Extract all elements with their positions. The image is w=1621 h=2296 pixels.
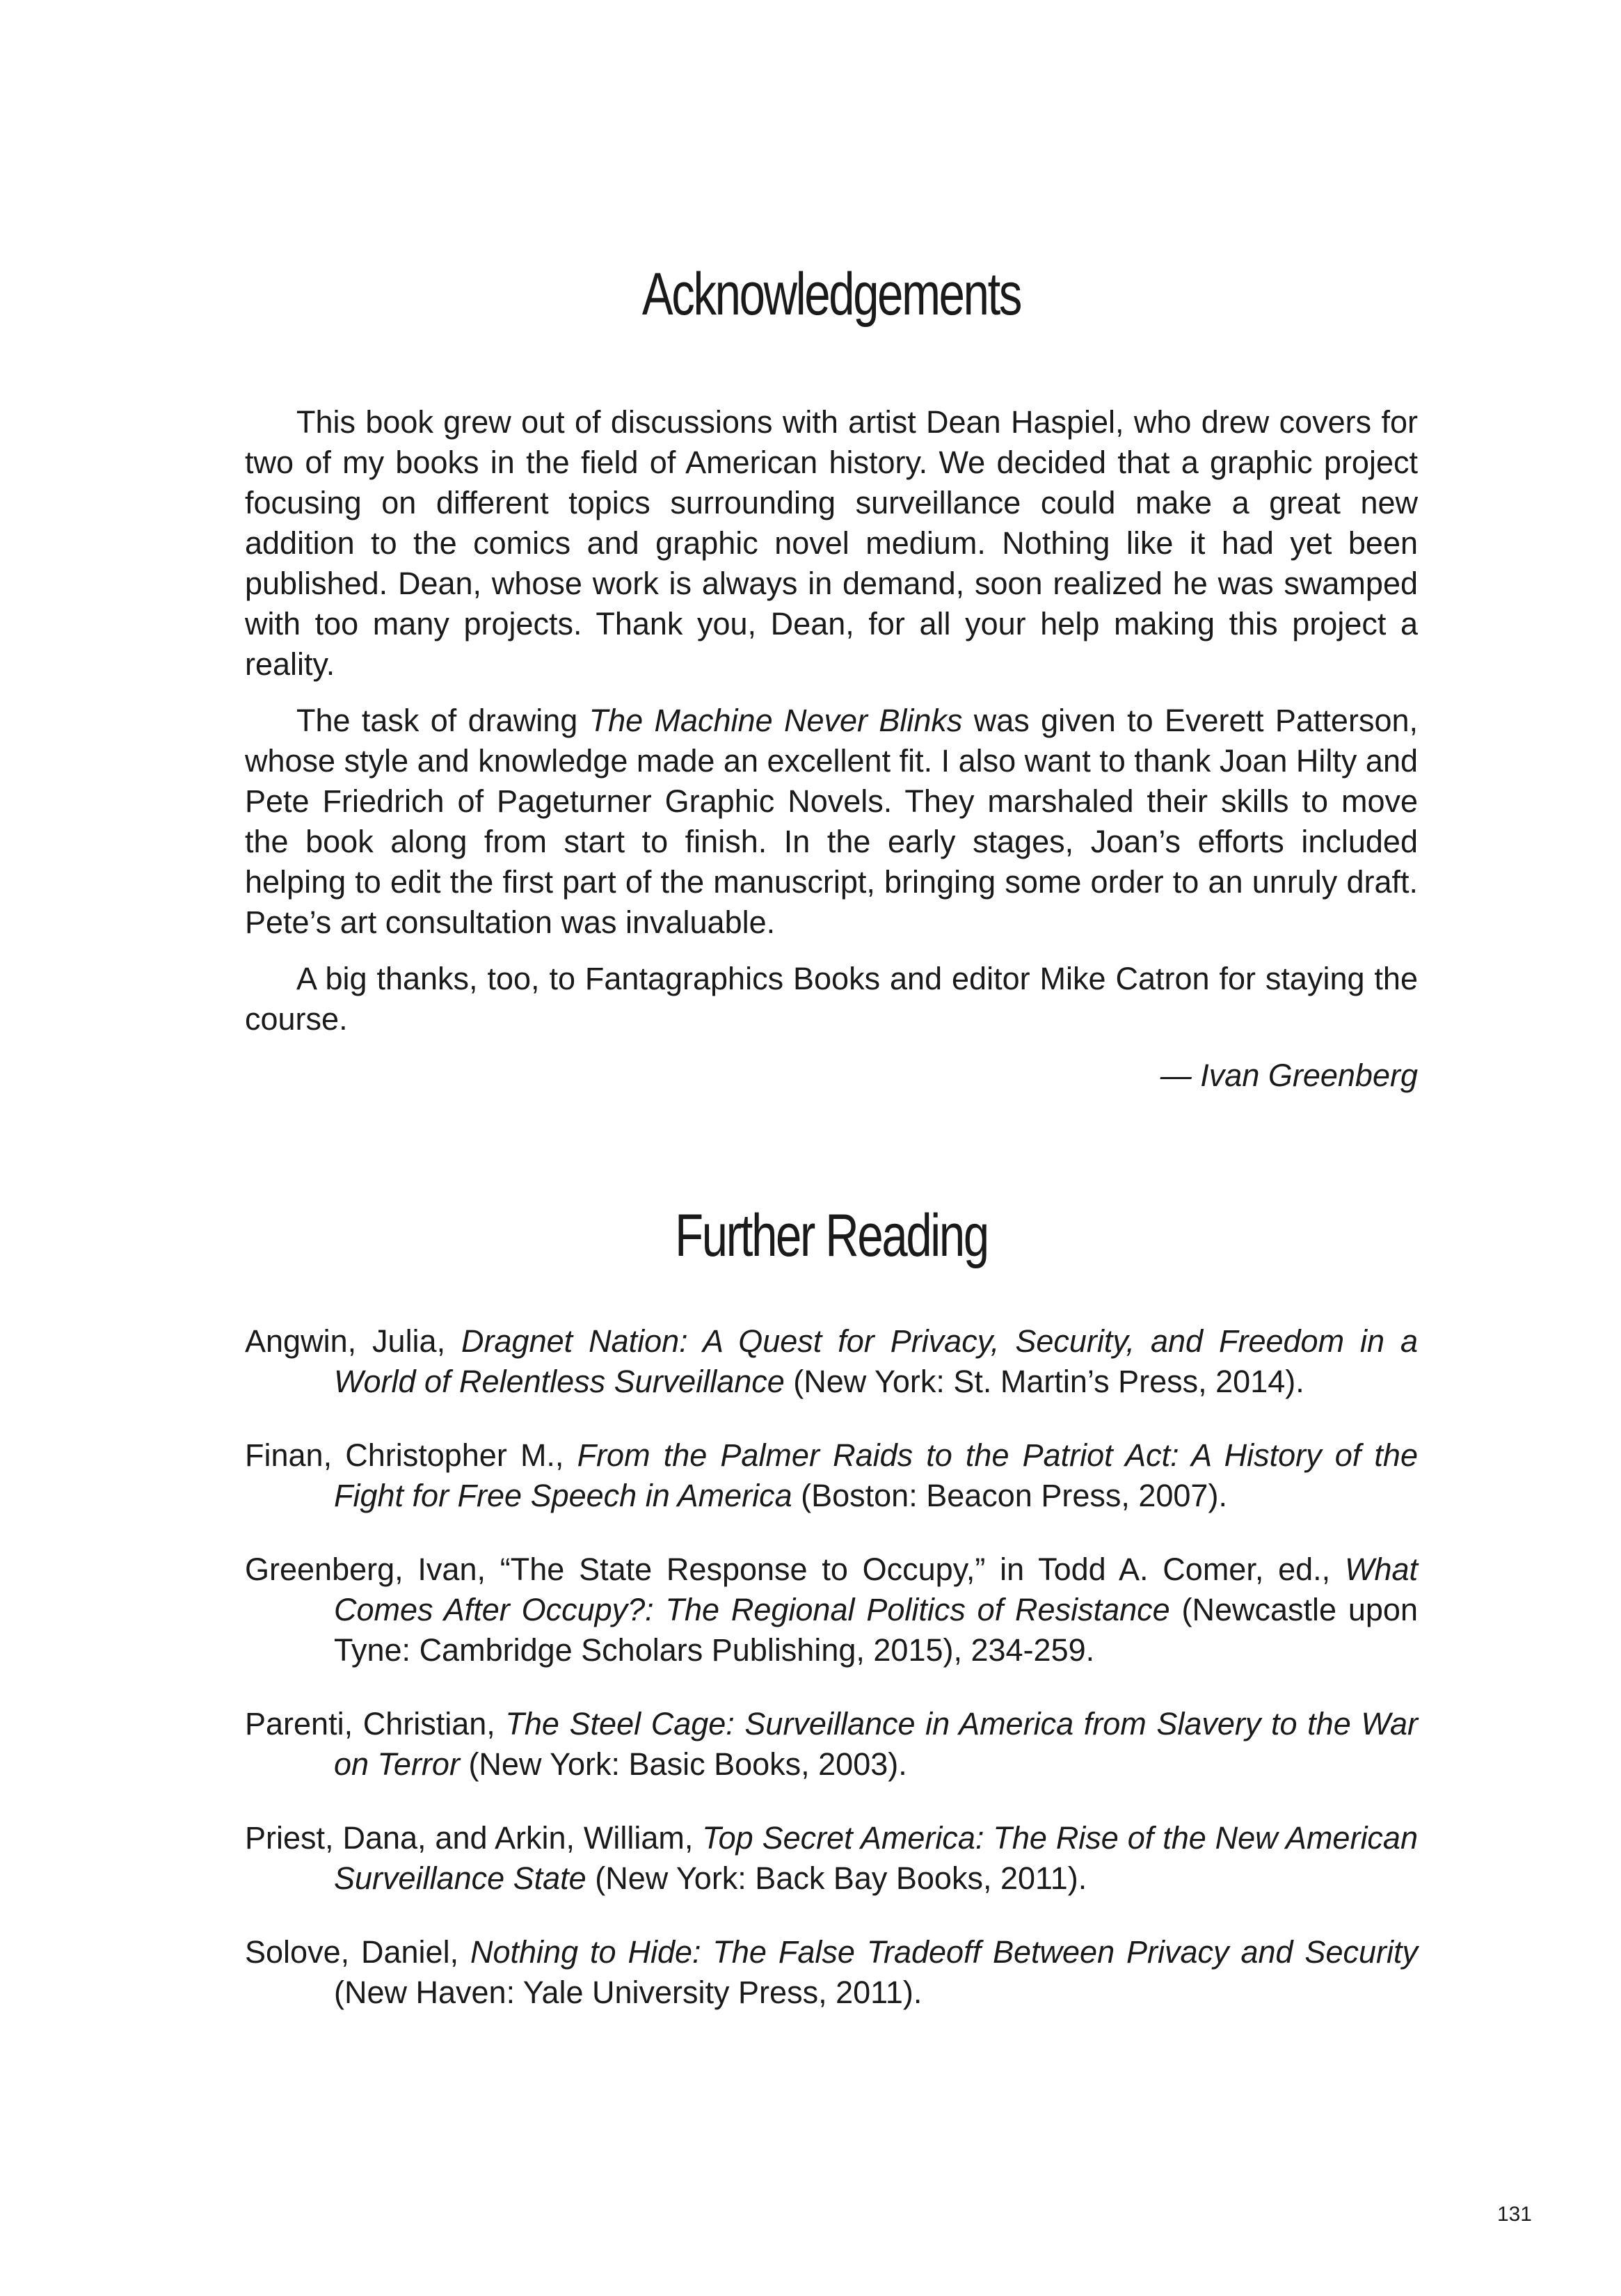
reference-author: Parenti, Christian,: [245, 1706, 506, 1741]
book-title-italic: The Machine Never Blinks: [589, 703, 963, 738]
reference-title: Dragnet Nation: A Quest for Privacy, Security, and Freedom in a World of Relentless Surveillance: [334, 1323, 1419, 1399]
reference-title: From the Palmer Raids to the Patriot Act: A History of the Fight for Free Speech in America: [334, 1437, 1418, 1513]
reference-entry: [245, 1932, 1418, 2013]
reference-entry: [245, 1435, 1418, 1516]
reference-author: Greenberg, Ivan, “The State Response to Occupy,” in Todd A. Comer, ed.,: [245, 1552, 1345, 1587]
reference-publication: (Newcastle upon Tyne: Cambridge Scholars Publishing, 2015), 234-259.: [334, 1592, 1418, 1668]
reference-author: Angwin, Julia,: [245, 1323, 462, 1359]
reference-entry: [245, 1704, 1418, 1785]
reference-publication: (New York: Basic Books, 2003).: [459, 1746, 907, 1782]
ack-paragraph-2: [245, 701, 1418, 943]
reference-list: [245, 1321, 1418, 2013]
reference-publication: (New York: St. Martin’s Press, 2014).: [784, 1364, 1304, 1399]
reference-entry: [245, 1549, 1418, 1671]
reference-title: Nothing to Hide: The False Tradeoff Between Privacy and Security: [470, 1934, 1418, 1970]
reference-title: What Comes After Occupy?: The Regional Politics of Resistance: [334, 1552, 1418, 1627]
reference-entry: [245, 1818, 1418, 1899]
reference-publication: (New Haven: Yale University Press, 2011).: [334, 1975, 923, 2010]
reference-title: The Steel Cage: Surveillance in America from Slavery to the War on Terror: [334, 1706, 1418, 1782]
acknowledgements-title: Acknowledgements: [641, 261, 1021, 328]
reference-publication: (New York: Back Bay Books, 2011).: [586, 1860, 1087, 1896]
reference-publication: (Boston: Beacon Press, 2007).: [792, 1478, 1227, 1513]
ack-paragraph-2-start: The task of drawing: [296, 703, 589, 738]
reference-title: Top Secret America: The Rise of the New American Surveillance State: [334, 1820, 1418, 1896]
ack-paragraph-3: A big thanks, too, to Fantagraphics Books and editor Mike Catron for staying the course.: [245, 961, 1418, 1037]
reference-author: Priest, Dana, and Arkin, William,: [245, 1820, 703, 1856]
page-number: 131: [1496, 2203, 1532, 2226]
further-reading-title: Further Reading: [675, 1202, 988, 1269]
author-signature: — Ivan Greenberg: [1160, 1058, 1418, 1093]
reference-author: Solove, Daniel,: [245, 1934, 470, 1970]
ack-paragraph-2-end: was given to Everett Patterson, whose style and knowledge made an excellent fit. I also want to thank Joan Hilty and Pete Friedrich of Pageturner Graphic Novels. They marshaled their skills to move the book along from start to finish. In the early stages, Joan’s efforts included helping to edit the first part of the manuscript, bringing some order to an unruly draft. Pete’s art consultation was invaluable.: [245, 703, 1418, 940]
acknowledgements-body: [245, 402, 1418, 1039]
page-content: [245, 261, 1419, 2046]
ack-paragraph-1: This book grew out of discussions with artist Dean Haspiel, who drew covers for two of my books in the field of American history. We decided that a graphic project focusing on different topics surrounding surveillance could make a great new addition to the comics and graphic novel medium. Nothing like it had yet been published. Dean, whose work is always in demand, soon realized he was swamped with too many projects. Thank you, Dean, for all your help making this project a reality.: [245, 404, 1418, 682]
reference-entry: [245, 1321, 1418, 1402]
reference-author: Finan, Christopher M.,: [245, 1437, 577, 1473]
